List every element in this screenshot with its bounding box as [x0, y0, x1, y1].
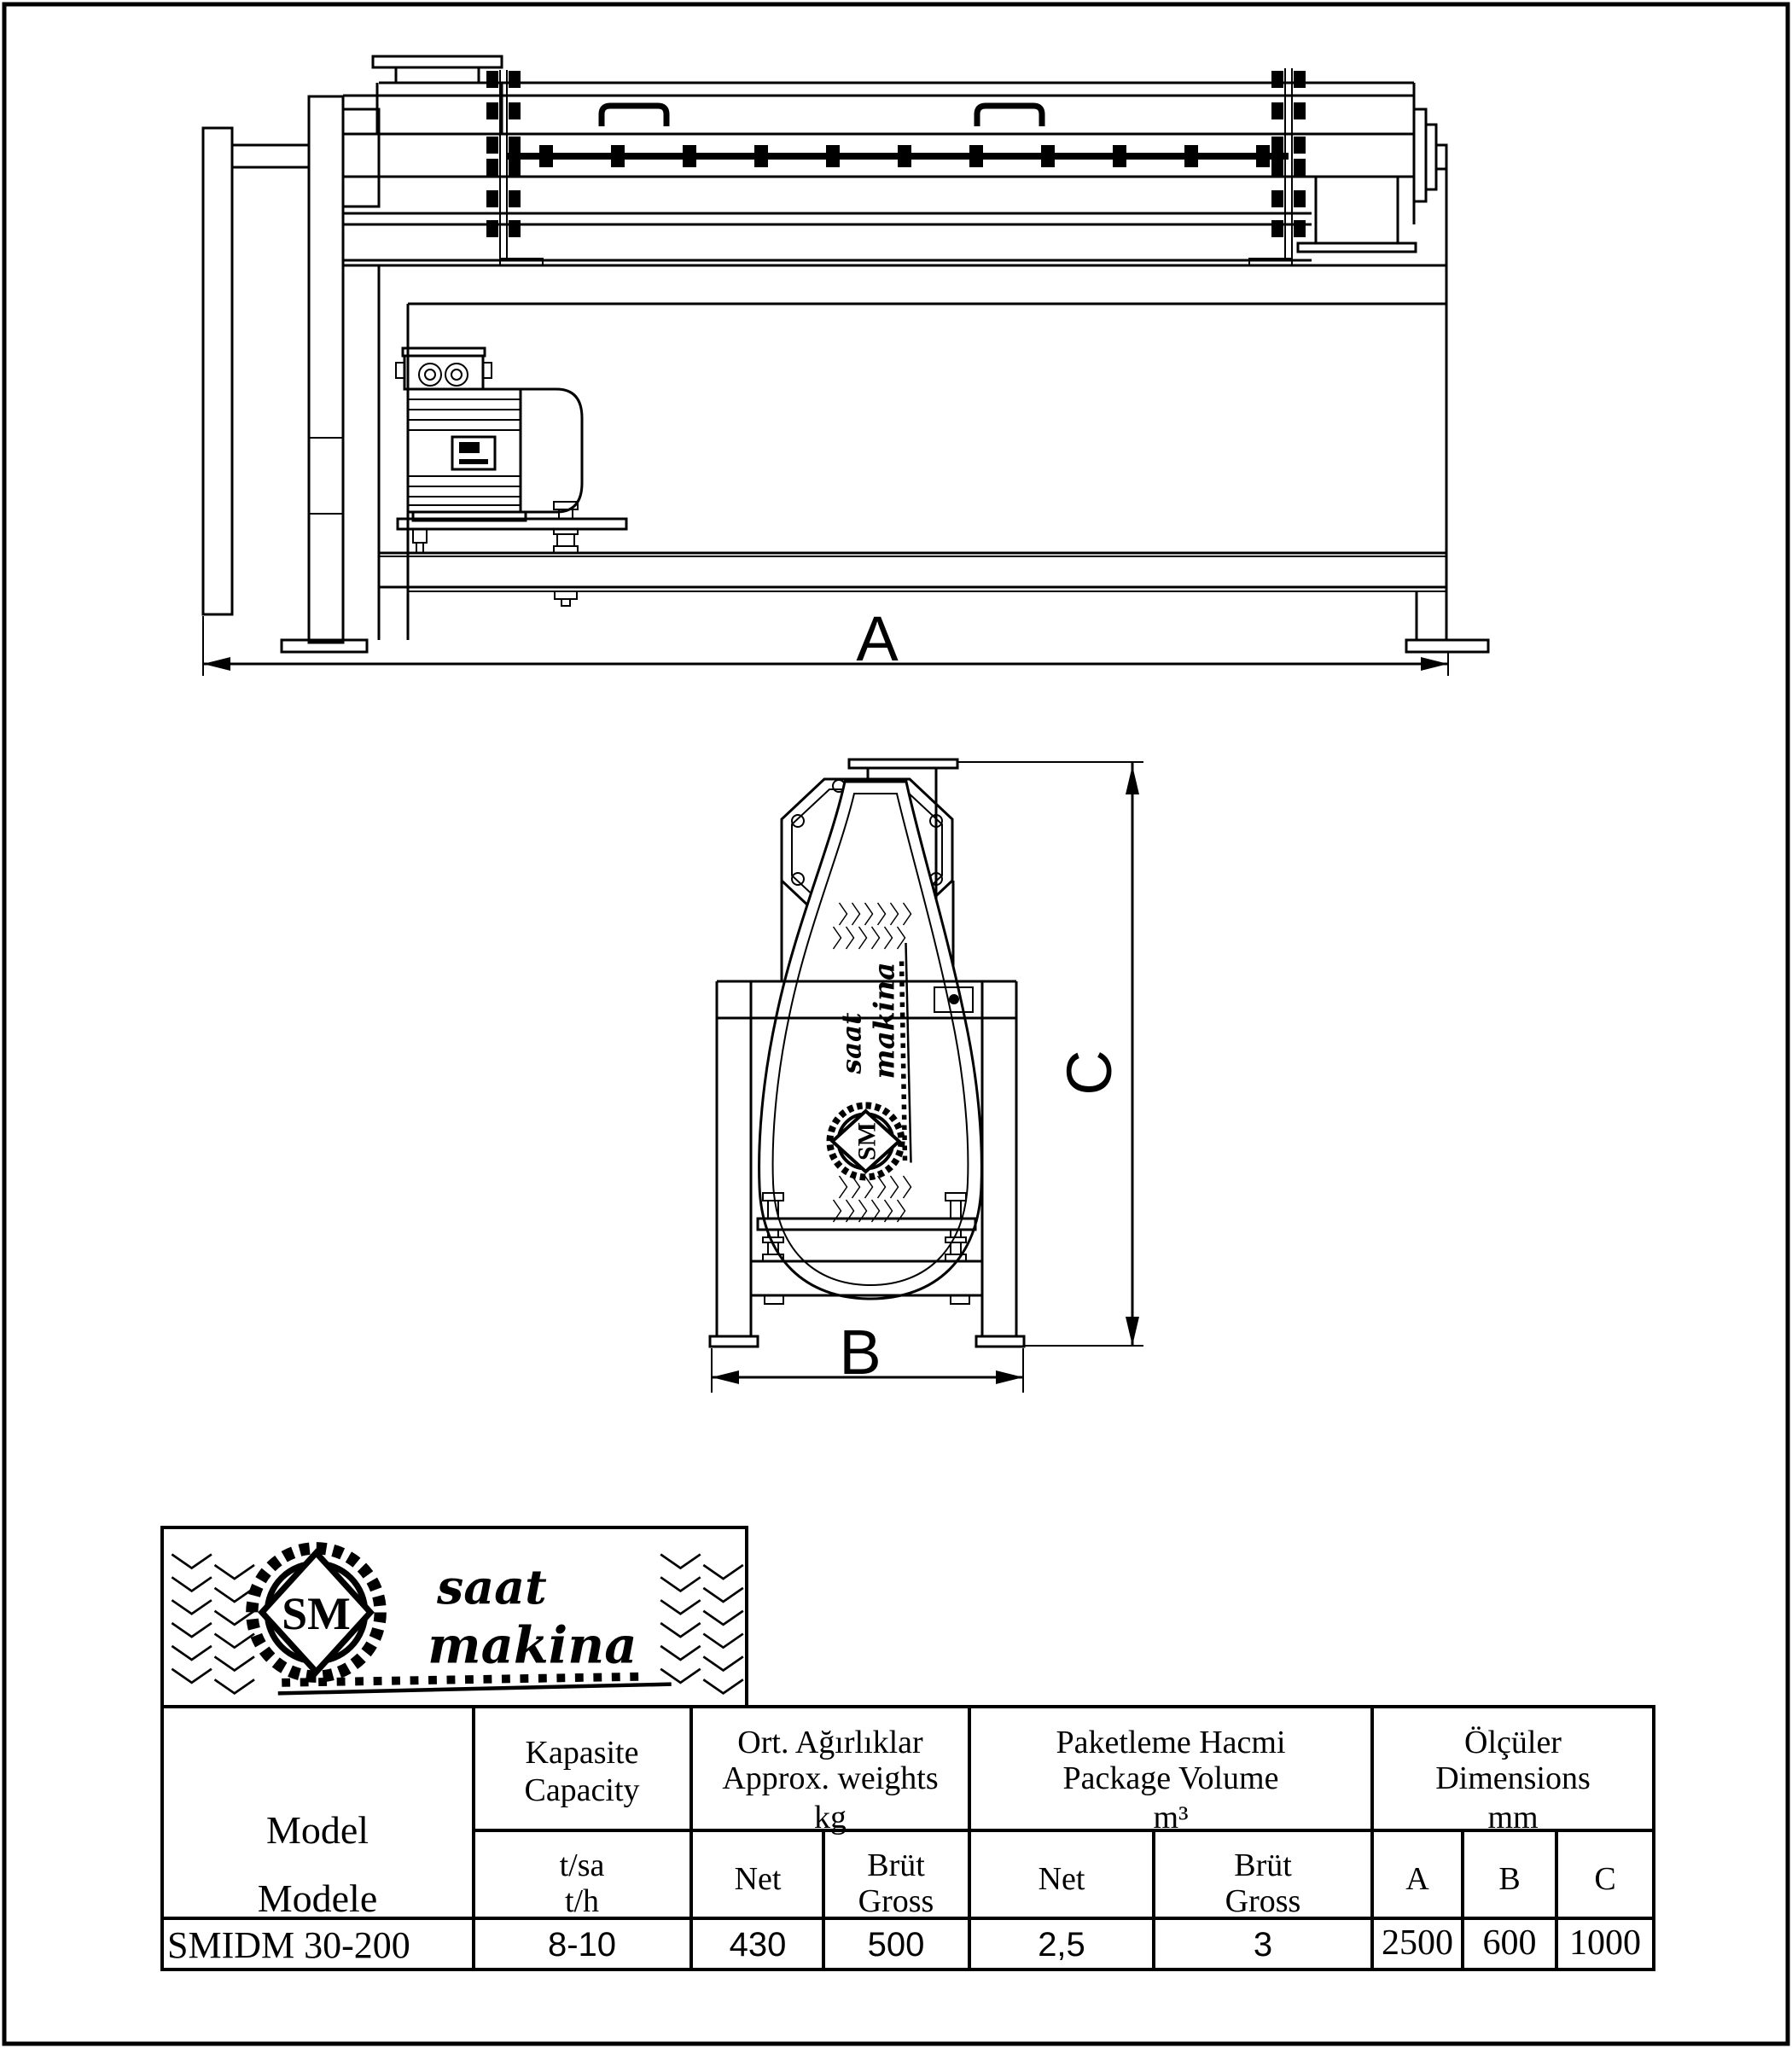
header-model-tr: Model	[265, 1808, 369, 1852]
cell-weight-gross: 500	[867, 1926, 925, 1964]
cell-volume-net: 2,5	[1038, 1926, 1085, 1964]
cell-dim-c: 1000	[1569, 1923, 1641, 1963]
header-weights-tr: Ort. Ağırlıklar	[737, 1725, 923, 1760]
subheader-weight-brut: Brüt	[867, 1847, 925, 1883]
subheader-dim-a: A	[1405, 1861, 1429, 1897]
cell-capacity: 8-10	[547, 1926, 617, 1964]
table-row	[167, 1923, 1641, 1966]
header-volume-tr: Paketleme Hacmi	[1056, 1725, 1286, 1760]
subheader-dim-b: B	[1498, 1861, 1521, 1897]
header-volume-en: Package Volume	[1062, 1760, 1279, 1796]
header-dims-en: Dimensions	[1435, 1760, 1591, 1796]
cell-weight-net: 430	[729, 1926, 787, 1964]
header-capacity-tr: Kapasite	[525, 1735, 639, 1771]
subheader-weight-net: Net	[734, 1861, 782, 1897]
subheader-volume-gross: Gross	[1225, 1883, 1301, 1919]
dim-label-A: A	[856, 603, 899, 674]
subheader-weight-gross: Gross	[858, 1883, 934, 1919]
cell-volume-gross: 3	[1253, 1926, 1273, 1964]
header-dims-unit: mm	[1487, 1800, 1539, 1836]
header-model-en: Modele	[257, 1876, 378, 1920]
header-weights-en: Approx. weights	[722, 1760, 939, 1796]
dim-label-C: C	[1054, 1050, 1125, 1096]
subheader-dim-c: C	[1594, 1861, 1616, 1897]
header-volume-unit: m³	[1153, 1800, 1189, 1836]
header-weights-unit: kg	[814, 1800, 847, 1836]
dim-label-B: B	[839, 1317, 881, 1388]
subheader-tsa: t/sa	[559, 1847, 605, 1883]
cell-model: SMIDM 30-200	[167, 1924, 410, 1966]
cell-dim-b: 600	[1482, 1923, 1537, 1963]
header-capacity-en: Capacity	[524, 1772, 640, 1808]
subheader-volume-brut: Brüt	[1234, 1847, 1292, 1883]
cell-dim-a: 2500	[1382, 1923, 1453, 1963]
subheader-th: t/h	[564, 1883, 600, 1919]
header-dims-tr: Ölçüler	[1464, 1725, 1562, 1760]
subheader-volume-net: Net	[1038, 1861, 1085, 1897]
